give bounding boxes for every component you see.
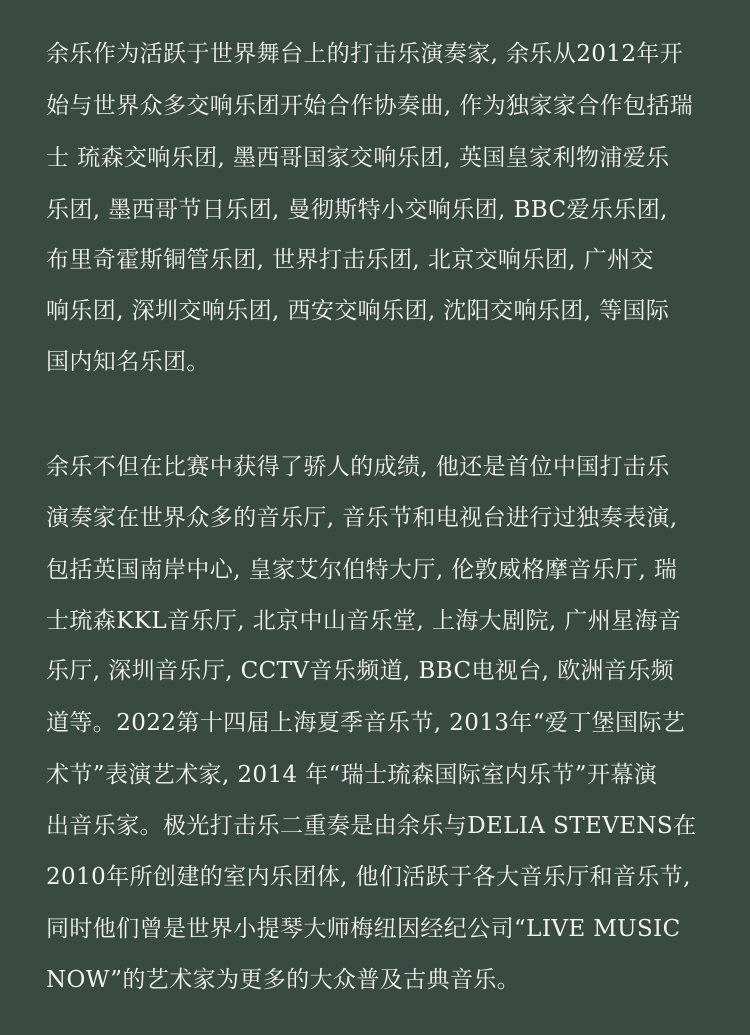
text-line: 国内知名乐团。 (46, 349, 210, 375)
text-line: 余乐不但在比赛中获得了骄人的成绩, 他还是首位中国打击乐 (46, 454, 670, 480)
text-line: 乐厅, 深圳音乐厅, CCTV音乐频道, BBC电视台, 欧洲音乐频 (46, 658, 675, 684)
text-line: 余乐作为活跃于世界舞台上的打击乐演奏家, 余乐从2012年开 (46, 41, 684, 67)
text-line: 术节”表演艺术家, 2014 年“瑞士琉森国际室内乐节”开幕演 (46, 762, 658, 788)
text-line: 布里奇霍斯铜管乐团, 世界打击乐团, 北京交响乐团, 广州交 (46, 247, 654, 273)
text-line: NOW”的艺术家为更多的大众普及古典音乐。 (46, 967, 521, 993)
text-line: 士 琉森交响乐团, 墨西哥国家交响乐团, 英国皇家利物浦爱乐 (46, 145, 670, 171)
text-line: 始与世界众多交响乐团开始合作协奏曲, 作为独家家合作包括瑞 (46, 93, 694, 119)
text-line: 2010年所创建的室内乐团体, 他们活跃于各大音乐厅和音乐节, (46, 864, 691, 890)
text-line: 乐团, 墨西哥节日乐团, 曼彻斯特小交响乐团, BBC爱乐乐团, (46, 197, 668, 223)
text-line: 响乐团, 深圳交响乐团, 西安交响乐团, 沈阳交响乐团, 等国际 (46, 298, 670, 324)
text-line: 道等。2022第十四届上海夏季音乐节, 2013年“爱丁堡国际艺 (46, 710, 686, 736)
text-line: 士琉森KKL音乐厅, 北京中山音乐堂, 上海大剧院, 广州星海音 (46, 608, 682, 634)
text-line: 同时他们曾是世界小提琴大师梅纽因经纪公司“LIVE MUSIC (46, 916, 681, 942)
text-line: 演奏家在世界众多的音乐厅, 音乐节和电视台进行过独奏表演, (46, 505, 678, 531)
text-line: 包括英国南岸中心, 皇家艾尔伯特大厅, 伦敦威格摩音乐厅, 瑞 (46, 557, 678, 583)
text-line: 出音乐家。极光打击乐二重奏是由余乐与DELIA STEVENS在 (46, 813, 697, 839)
